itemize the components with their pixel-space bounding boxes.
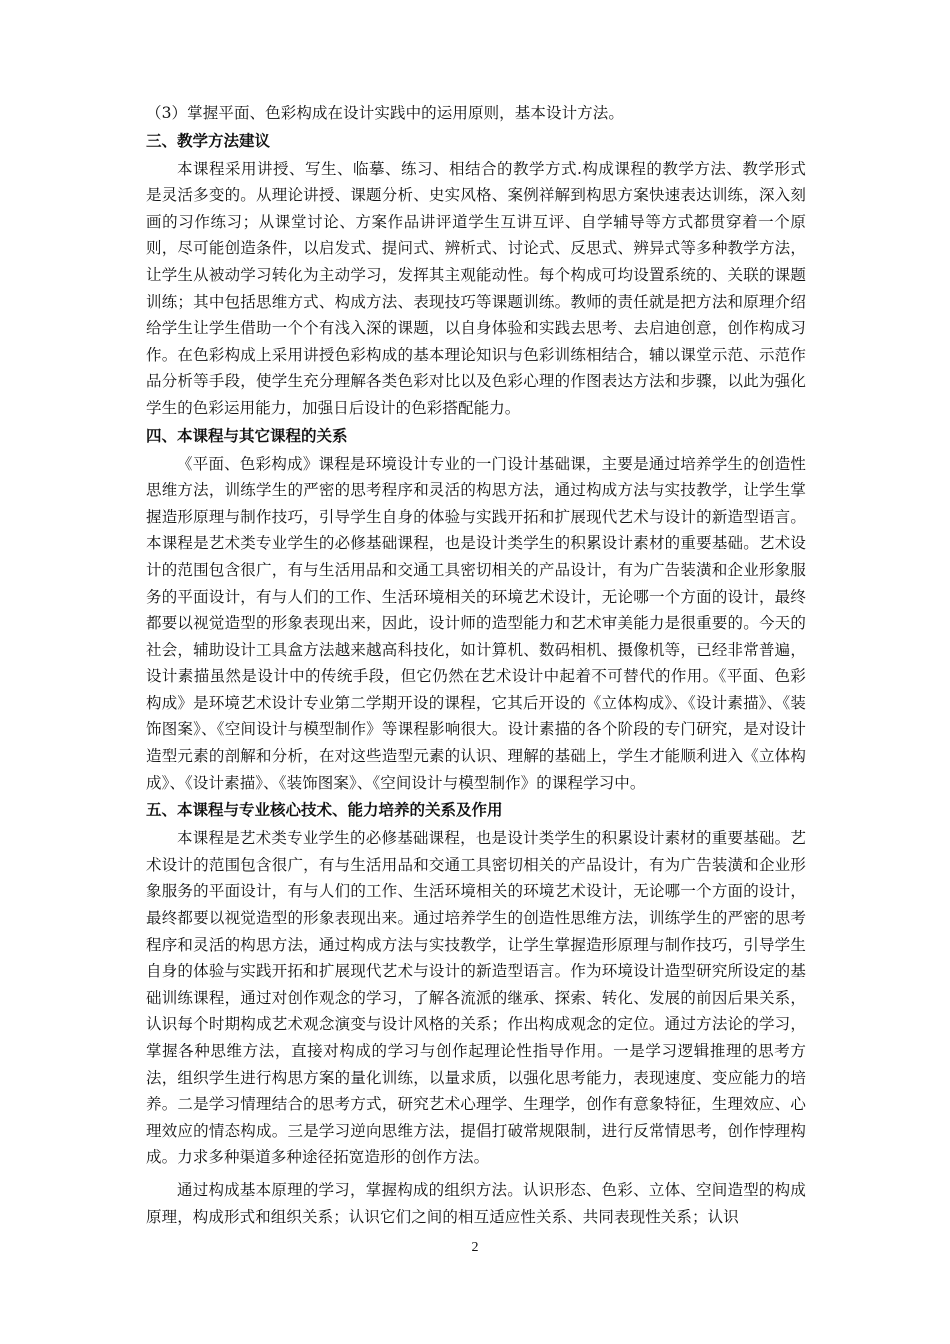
objective-item-3: （3）掌握平面、色彩构成在设计实践中的运用原则，基本设计方法。 — [146, 104, 624, 122]
section-5-heading: 五、本课程与专业核心技术、能力培养的关系及作用 — [146, 801, 503, 820]
section-5-paragraph-1: 本课程是艺术类专业学生的必修基础课程，也是设计类学生的积累设计素材的重要基础。艺术设计的范围包含很广，有与生活用品和交通工具密切相关的产品设计，有为广告装潢和企业形象服务的平面设计，有与人们的工作、生活环境相关的环境艺术设计，无论哪一个方面的设计，最终都要以视觉造型的形象表现出来。通过培养学生的创造性思维方法，训练学生的严密的思考程序和灵活的构思方法，通过构成方法与实技教学，让学生掌握造形原理与制作技巧，引导学生自身的体验与实践开拓和扩展现代艺术与设计的新造型语言。作为环境设计造型研究所设定的基础训练课程，通过对创作观念的学习，了解各流派的继承、探索、转化、发展的前因后果关系，认识每个时期构成艺术观念演变与设计风格的关系；作出构成观念的定位。通过方法论的学习，掌握各种思维方法，直接对构成的学习与创作起理论性指导作用。一是学习逻辑推理的思考方法，组织学生进行构思方案的量化训练，以量求质，以强化思考能力，表现速度、变应能力的培养。二是学习情理结合的思考方式，研究艺术心理学、生理学，创作有意象特征，生理效应、心理效应的情态构成。三是学习逆向思维方法，提倡打破常规限制，进行反常情思考，创作悖理构成。力求多种渠道多种途径拓宽造形的创作方法。 — [146, 829, 806, 1167]
page-body — [146, 100, 806, 1230]
section-3-heading: 三、教学方法建议 — [146, 131, 271, 150]
page-number: 2 — [471, 1240, 479, 1255]
section-3-paragraph: 本课程采用讲授、写生、临摹、练习、相结合的教学方式.构成课程的教学方法、教学形式是灵活多变的。从理论讲授、课题分析、史实风格、案例祥解到构思方案快速表达训练，深入刻画的习作练习；从课堂讨论、方案作品讲评道学生互讲互评、自学辅导等方式都贯穿着一个原则，尽可能创造条件，以启发式、提问式、辨析式、讨论式、反思式、辨异式等多种教学方法，让学生从被动学习转化为主动学习，发挥其主观能动性。每个构成可均设置系统的、关联的课题训练；其中包括思维方式、构成方法、表现技巧等课题训练。教师的责任就是把方法和原理介绍给学生让学生借助一个个有浅入深的课题，以自身体验和实践去思考、去启迪创意，创作构成习作。在色彩构成上采用讲授色彩构成的基本理论知识与色彩训练相结合，辅以课堂示范、示范作品分析等手段，使学生充分理解各类色彩对比以及色彩心理的作图表达方法和步骤，以此为强化学生的色彩运用能力，加强日后设计的色彩搭配能力。 — [146, 159, 806, 417]
section-4-heading: 四、本课程与其它课程的关系 — [146, 426, 348, 445]
section-5-paragraph-2: 通过构成基本原理的学习，掌握构成的组织方法。认识形态、色彩、立体、空间造型的构成原理，构成形式和组织关系；认识它们之间的相互适应性关系、共同表现性关系；认识 — [146, 1180, 806, 1226]
section-4-paragraph: 《平面、色彩构成》课程是环境设计专业的一门设计基础课，主要是通过培养学生的创造性思维方法，训练学生的严密的思考程序和灵活的构思方法，通过构成方法与实技教学，让学生掌握造形原理与制作技巧，引导学生自身的体验与实践开拓和扩展现代艺术与设计的新造型语言。本课程是艺术类专业学生的必修基础课程，也是设计类学生的积累设计素材的重要基础。艺术设计的范围包含很广，有与生活用品和交通工具密切相关的产品设计，有为广告装潢和企业形象服务的平面设计，有与人们的工作、生活环境相关的环境艺术设计，无论哪一个方面的设计，最终都要以视觉造型的形象表现出来，因此，设计师的造型能力和艺术审美能力是很重要的。今天的社会，辅助设计工具盒方法越来越高科技化，如计算机、数码相机、摄像机等，已经非常普遍，设计素描虽然是设计中的传统手段，但它仍然在艺术设计中起着不可替代的作用。《平面、色彩构成》是环境艺术设计专业第二学期开设的课程，它其后开设的《立体构成》、《设计素描》、《装饰图案》、《空间设计与模型制作》等课程影响很大。设计素描的各个阶段的专门研究，是对设计造型元素的剖解和分析，在对这些造型元素的认识、理解的基础上，学生才能顺利进入《立体构成》、《设计素描》、《装饰图案》、《空间设计与模型制作》的课程学习中。 — [146, 454, 806, 792]
